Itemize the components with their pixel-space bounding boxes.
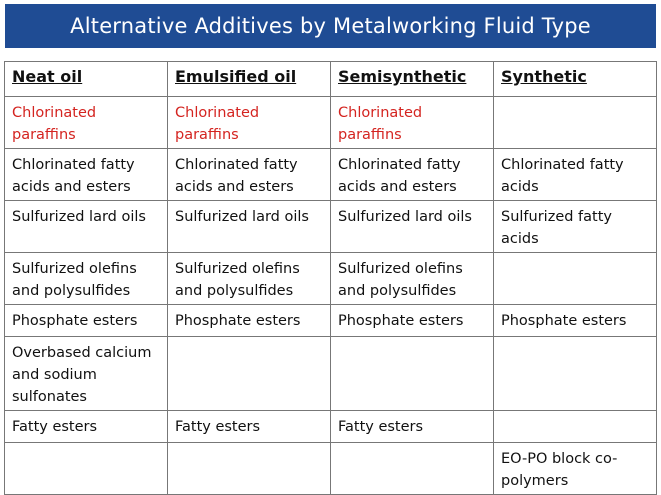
table-row <box>5 411 657 443</box>
table-cell: Sulfurized olefins and polysulfides <box>5 253 168 305</box>
table-cell: Sulfurized olefins and polysulfides <box>168 253 331 305</box>
table-cell: Fatty esters <box>331 411 494 443</box>
table-cell: Phosphate esters <box>494 305 657 337</box>
table-cell <box>494 97 657 149</box>
table-cell: Sulfurized fatty acids <box>494 201 657 253</box>
table-cell <box>494 337 657 411</box>
table-cell <box>5 443 168 495</box>
table-cell: Sulfurized lard oils <box>5 201 168 253</box>
table-cell: Sulfurized lard oils <box>168 201 331 253</box>
table-cell <box>331 443 494 495</box>
table-row <box>5 305 657 337</box>
table-cell: Chlorinated paraffins <box>331 97 494 149</box>
table-cell: Chlorinated paraffins <box>168 97 331 149</box>
table-row <box>5 337 657 411</box>
column-header-emulsified-oil: Emulsified oil <box>168 62 331 97</box>
table-cell: Chlorinated paraffins <box>5 97 168 149</box>
table-row <box>5 149 657 201</box>
title-banner <box>5 4 656 48</box>
table-cell: Fatty esters <box>168 411 331 443</box>
table-cell: Overbased calcium and sodium sulfonates <box>5 337 168 411</box>
table-cell: EO-PO block co-polymers <box>494 443 657 495</box>
table-cell <box>168 337 331 411</box>
table-cell: Chlorinated fatty acids and esters <box>168 149 331 201</box>
table-row <box>5 97 657 149</box>
table-cell: Sulfurized olefins and polysulfides <box>331 253 494 305</box>
additives-table <box>4 61 657 495</box>
table-cell: Chlorinated fatty acids and esters <box>5 149 168 201</box>
table-cell: Fatty esters <box>5 411 168 443</box>
table-cell: Phosphate esters <box>5 305 168 337</box>
table-cell <box>494 411 657 443</box>
page-title: Alternative Additives by Metalworking Fluid Type <box>70 14 591 38</box>
table-row <box>5 201 657 253</box>
table-row <box>5 443 657 495</box>
table-cell: Phosphate esters <box>331 305 494 337</box>
column-header-synthetic: Synthetic <box>494 62 657 97</box>
table-cell: Sulfurized lard oils <box>331 201 494 253</box>
table-cell: Phosphate esters <box>168 305 331 337</box>
table-row <box>5 253 657 305</box>
table-cell <box>331 337 494 411</box>
table-cell <box>168 443 331 495</box>
table-cell: Chlorinated fatty acids <box>494 149 657 201</box>
table-cell: Chlorinated fatty acids and esters <box>331 149 494 201</box>
header-row <box>5 62 657 97</box>
column-header-neat-oil: Neat oil <box>5 62 168 97</box>
column-header-semisynthetic: Semisynthetic <box>331 62 494 97</box>
table-cell <box>494 253 657 305</box>
